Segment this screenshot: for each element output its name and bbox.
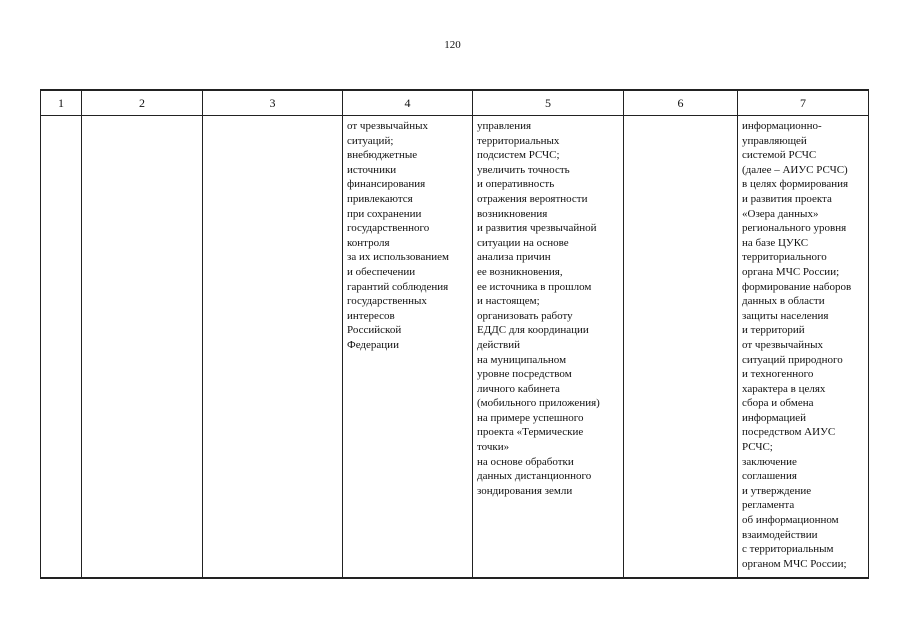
text-line: Федерации [347, 338, 399, 351]
text-line: на базе ЦУКС [742, 236, 809, 249]
cell-text [738, 116, 868, 571]
page-number: 120 [444, 39, 461, 51]
text-line: ее источника в прошлом [477, 280, 592, 293]
text-line: информационно- [742, 120, 822, 132]
document-table [40, 89, 869, 579]
text-line: государственного [347, 222, 430, 235]
table-cell-7 [738, 116, 869, 579]
cell-text [473, 116, 623, 498]
text-line: финансирования [347, 178, 426, 191]
text-line: источники [347, 163, 397, 176]
text-line: защиты населения [742, 309, 829, 322]
column-header-4: 4 [343, 90, 473, 116]
table-cell-6 [624, 116, 738, 579]
text-line: увеличить точность [477, 163, 570, 176]
text-line: за их использованием [347, 251, 449, 264]
text-line: точки» [477, 441, 510, 454]
text-line: от чрезвычайных [742, 338, 823, 351]
text-line: организовать работу [477, 309, 573, 322]
text-line: отражения вероятности [477, 192, 588, 205]
text-line: данных в области [742, 295, 825, 308]
text-line: ситуаций; [347, 134, 394, 147]
text-line: посредством АИУС [742, 426, 836, 439]
text-line: при сохранении [347, 207, 422, 220]
text-line: с территориальным [742, 543, 834, 556]
column-header-2: 2 [82, 90, 203, 116]
text-line: и техногенного [742, 368, 814, 381]
text-line: данных дистанционного [477, 470, 592, 483]
text-line: управления [477, 120, 532, 132]
table-cell-4 [343, 116, 473, 579]
table-row [41, 116, 869, 579]
text-line: контроля [347, 236, 390, 249]
text-line: гарантий соблюдения [347, 280, 449, 293]
text-line: органом МЧС России; [742, 557, 847, 570]
column-header-1: 1 [41, 90, 82, 116]
text-line: РСЧС; [742, 441, 773, 454]
text-line: (мобильного приложения) [477, 397, 600, 410]
text-line: регионального уровня [742, 222, 847, 235]
text-line: взаимодействии [742, 528, 818, 541]
table-cell-2 [82, 116, 203, 579]
table-cell-1 [41, 116, 82, 579]
table-cell-3 [203, 116, 343, 579]
text-line: ее возникновения, [477, 265, 563, 278]
text-line: управляющей [742, 134, 807, 147]
text-line: ЕДДС для координации [477, 324, 589, 337]
text-line: соглашения [742, 470, 797, 483]
text-line: и оперативность [477, 178, 555, 191]
text-line: внебюджетные [347, 149, 418, 162]
text-line: системой РСЧС [742, 149, 817, 162]
text-line: «Озера данных» [742, 207, 819, 220]
text-line: интересов [347, 309, 395, 322]
text-line: территориальных [477, 134, 560, 147]
text-line: личного кабинета [477, 382, 560, 395]
text-line: об информационном [742, 514, 839, 527]
text-line: (далее – АИУС РСЧС) [742, 163, 848, 176]
text-line: уровне посредством [477, 368, 572, 381]
table-cell-5 [473, 116, 624, 579]
text-line: на примере успешного [477, 411, 584, 424]
text-line: в целях формирования [742, 178, 849, 191]
text-line: и обеспечении [347, 265, 416, 278]
table-header-row [41, 90, 869, 116]
text-line: ситуаций природного [742, 353, 843, 366]
text-line: на основе обработки [477, 455, 574, 468]
text-line: зондирования земли [477, 484, 573, 497]
text-line: государственных [347, 295, 427, 308]
text-line: анализа причин [477, 251, 551, 264]
text-line: регламента [742, 499, 795, 512]
text-line: территориального [742, 251, 827, 264]
cell-text [343, 116, 472, 353]
text-line: подсистем РСЧС; [477, 149, 560, 162]
text-line: формирование наборов [742, 280, 852, 293]
text-line: сбора и обмена [742, 397, 814, 410]
text-line: и настоящем; [477, 295, 540, 308]
text-line: действий [477, 338, 521, 351]
text-line: Российской [347, 324, 402, 337]
text-line: проекта «Термические [477, 426, 584, 439]
text-line: привлекаются [347, 192, 413, 205]
text-line: и развития чрезвычайной [477, 222, 597, 235]
text-line: характера в целях [742, 382, 826, 395]
column-header-7: 7 [738, 90, 869, 116]
text-line: на муниципальном [477, 353, 567, 366]
column-header-6: 6 [624, 90, 738, 116]
column-header-3: 3 [203, 90, 343, 116]
text-line: органа МЧС России; [742, 265, 840, 278]
text-line: и развития проекта [742, 192, 832, 205]
text-line: от чрезвычайных [347, 120, 428, 132]
text-line: информацией [742, 411, 807, 424]
text-line: и утверждение [742, 484, 812, 497]
text-line: ситуации на основе [477, 236, 569, 249]
column-header-5: 5 [473, 90, 624, 116]
text-line: и территорий [742, 324, 805, 337]
text-line: заключение [742, 455, 797, 468]
text-line: возникновения [477, 207, 548, 220]
